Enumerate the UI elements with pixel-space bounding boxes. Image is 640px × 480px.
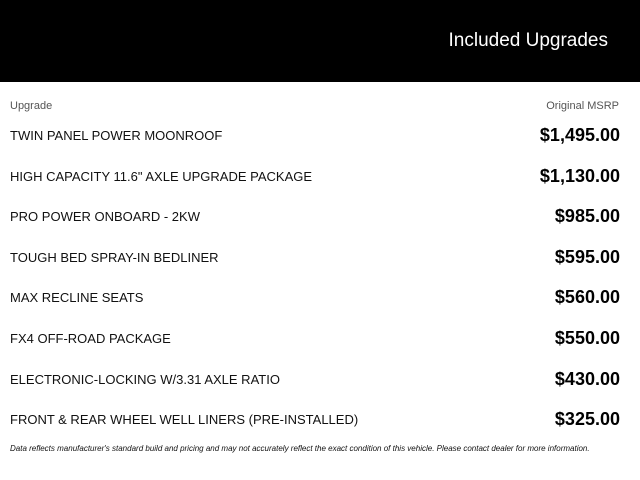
upgrade-price: $430.00 [554, 368, 620, 389]
upgrade-name: FRONT & REAR WHEEL WELL LINERS (PRE-INSTALLED) [10, 412, 359, 428]
disclaimer-text: Data reflects manufacturer's standard build and pricing and may not accurately reflect the exact condition of this vehicle. Please contact dealer for more information. [10, 444, 590, 453]
upgrade-price: $1,130.00 [539, 165, 620, 186]
table-row [0, 156, 640, 197]
table-row [0, 277, 640, 318]
upgrade-name: ELECTRONIC-LOCKING W/3.31 AXLE RATIO [10, 371, 280, 387]
upgrade-price: $985.00 [554, 206, 620, 227]
upgrade-price: $1,495.00 [539, 125, 620, 145]
table-row [0, 399, 640, 440]
upgrade-name: MAX RECLINE SEATS [10, 290, 144, 306]
upgrade-price: $595.00 [554, 246, 620, 267]
upgrade-price: $560.00 [554, 287, 620, 308]
upgrade-name: HIGH CAPACITY 11.6" AXLE UPGRADE PACKAGE [10, 168, 313, 184]
upgrade-price: $325.00 [554, 409, 620, 430]
table-row [0, 359, 640, 400]
upgrades-table [0, 115, 640, 440]
upgrade-name: TWIN PANEL POWER MOONROOF [10, 128, 223, 143]
table-row [0, 237, 640, 278]
column-header-msrp: Original MSRP [546, 100, 619, 112]
upgrade-name: FX4 OFF-ROAD PACKAGE [10, 330, 171, 346]
table-row [0, 318, 640, 359]
column-header-upgrade: Upgrade [10, 100, 53, 112]
upgrade-price: $550.00 [554, 327, 620, 348]
table-row [0, 115, 640, 156]
upgrade-name: PRO POWER ONBOARD - 2KW [10, 209, 200, 225]
page-title: Included Upgrades [448, 30, 608, 51]
upgrade-name: TOUGH BED SPRAY-IN BEDLINER [10, 249, 219, 265]
header-bar [0, 0, 640, 82]
table-row [0, 196, 640, 237]
